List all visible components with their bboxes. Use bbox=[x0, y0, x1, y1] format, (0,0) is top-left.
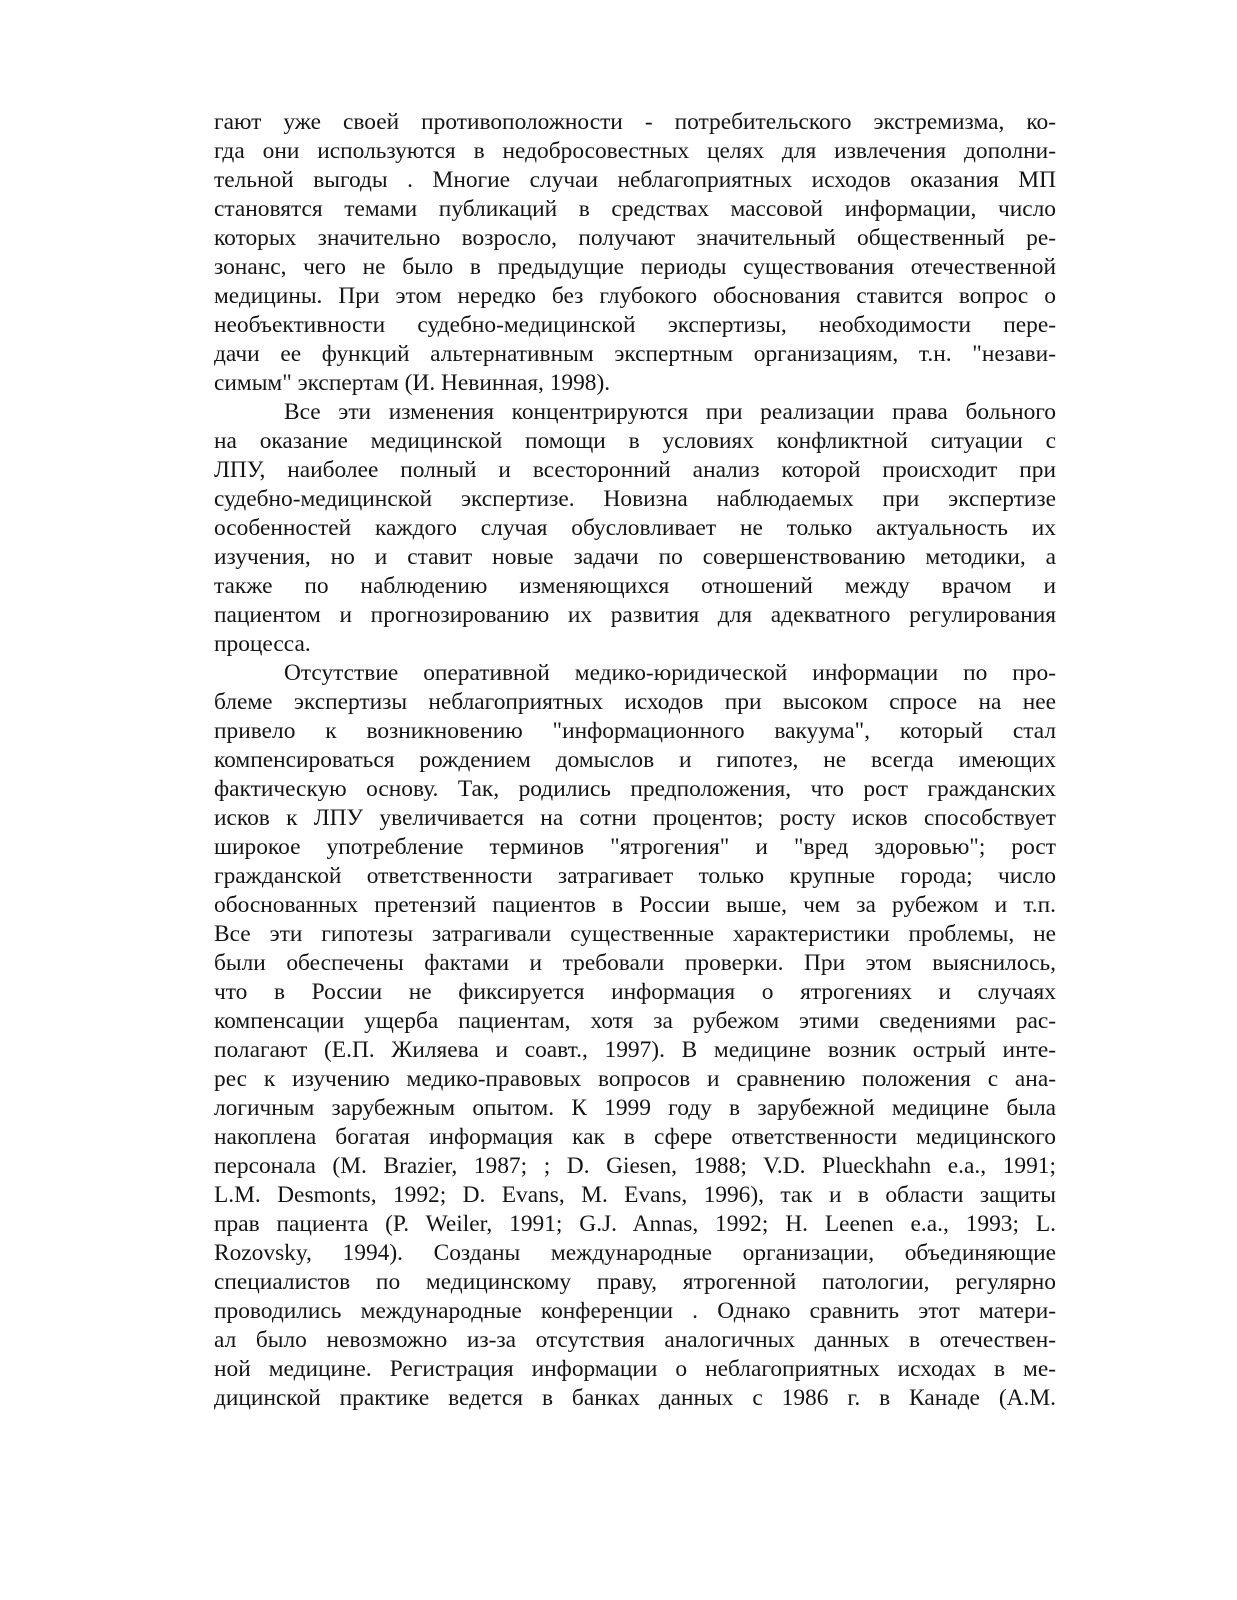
text-line: Все эти гипотезы затрагивали существенные характеристики проблемы, не bbox=[214, 921, 1056, 947]
body-text bbox=[214, 108, 1056, 1413]
text-line: персонала (M. Brazier, 1987; ; D. Giesen, 1988; V.D. Plueckhahn e.a., 1991; bbox=[214, 1153, 1056, 1179]
text-line: компенсироваться рождением домыслов и гипотез, не всегда имеющих bbox=[214, 747, 1056, 773]
text-line: обоснованных претензий пациентов в России выше, чем за рубежом и т.п. bbox=[214, 892, 1056, 918]
text-line: специалистов по медицинскому праву, ятрогенной патологии, регулярно bbox=[214, 1269, 1056, 1295]
text-line: что в России не фиксируется информация о ятрогениях и случаях bbox=[214, 979, 1056, 1005]
text-line: компенсации ущерба пациентам, хотя за рубежом этими сведениями рас- bbox=[214, 1008, 1056, 1034]
text-line: полагают (Е.П. Жиляева и соавт., 1997). В медицине возник острый инте- bbox=[214, 1037, 1056, 1063]
text-line: также по наблюдению изменяющихся отношений между врачом и bbox=[214, 573, 1056, 599]
text-line: проводились международные конференции . Однако сравнить этот матери- bbox=[214, 1298, 1056, 1324]
text-line: Rozovsky, 1994). Созданы международные организации, объединяющие bbox=[214, 1240, 1056, 1266]
text-line: фактическую основу. Так, родились предположения, что рост гражданских bbox=[214, 776, 1056, 802]
text-line: прав пациента (P. Weiler, 1991; G.J. Annas, 1992; H. Leenen e.a., 1993; L. bbox=[214, 1211, 1056, 1237]
text-line: исков к ЛПУ увеличивается на сотни процентов; росту исков способствует bbox=[214, 805, 1056, 831]
text-line: широкое употребление терминов "ятрогения" и "вред здоровью"; рост bbox=[214, 834, 1056, 860]
text-line: логичным зарубежным опытом. К 1999 году в зарубежной медицине была bbox=[214, 1095, 1056, 1121]
text-line: рес к изучению медико-правовых вопросов и сравнению положения с ана- bbox=[214, 1066, 1056, 1092]
text-line: которых значительно возросло, получают значительный общественный ре- bbox=[214, 225, 1056, 251]
text-line: гда они используются в недобросовестных целях для извлечения дополни- bbox=[214, 138, 1056, 164]
text-line: становятся темами публикаций в средствах массовой информации, число bbox=[214, 196, 1056, 222]
text-line: L.M. Desmonts, 1992; D. Evans, M. Evans, 1996), так и в области защиты bbox=[214, 1182, 1056, 1208]
text-line: накоплена богатая информация как в сфере ответственности медицинского bbox=[214, 1124, 1056, 1150]
text-line: симым" экспертам (И. Невинная, 1998). bbox=[214, 370, 611, 396]
text-line: блеме экспертизы неблагоприятных исходов при высоком спросе на нее bbox=[214, 689, 1056, 715]
text-line: гают уже своей противоположности - потребительского экстремизма, ко- bbox=[214, 109, 1056, 135]
text-line: были обеспечены фактами и требовали проверки. При этом выяснилось, bbox=[214, 950, 1056, 976]
text-line: медицины. При этом нередко без глубокого обоснования ставится вопрос о bbox=[214, 283, 1056, 309]
text-line: ЛПУ, наиболее полный и всесторонний анализ которой происходит при bbox=[214, 457, 1056, 483]
text-line: Все эти изменения концентрируются при реализации права больного bbox=[284, 399, 1056, 425]
text-line: ал было невозможно из-за отсутствия аналогичных данных в отечествен- bbox=[214, 1327, 1056, 1353]
text-line: особенностей каждого случая обусловливает не только актуальность их bbox=[214, 515, 1056, 541]
text-line: пациентом и прогнозированию их развития для адекватного регулирования bbox=[214, 602, 1056, 628]
text-line: дицинской практике ведется в банках данных с 1986 г. в Канаде (A.M. bbox=[214, 1385, 1056, 1411]
text-line: на оказание медицинской помощи в условиях конфликтной ситуации с bbox=[214, 428, 1056, 454]
paragraph bbox=[214, 108, 1056, 398]
text-line: судебно-медицинской экспертизе. Новизна наблюдаемых при экспертизе bbox=[214, 486, 1056, 512]
text-line: дачи ее функций альтернативным экспертным организациям, т.н. "незави- bbox=[214, 341, 1056, 367]
text-line: процесса. bbox=[214, 631, 311, 657]
text-line: зонанс, чего не было в предыдущие периоды существования отечественной bbox=[214, 254, 1056, 280]
text-line: Отсутствие оперативной медико-юридической информации по про- bbox=[284, 660, 1056, 686]
text-line: привело к возникновению "информационного вакуума", который стал bbox=[214, 718, 1056, 744]
paragraph bbox=[214, 659, 1056, 1413]
text-line: гражданской ответственности затрагивает только крупные города; число bbox=[214, 863, 1056, 889]
text-line: изучения, но и ставит новые задачи по совершенствованию методики, а bbox=[214, 544, 1056, 570]
text-line: тельной выгоды . Многие случаи неблагоприятных исходов оказания МП bbox=[214, 167, 1056, 193]
text-line: необъективности судебно-медицинской экспертизы, необходимости пере- bbox=[214, 312, 1056, 338]
paragraph bbox=[214, 398, 1056, 659]
text-line: ной медицине. Регистрация информации о неблагоприятных исходах в ме- bbox=[214, 1356, 1056, 1382]
